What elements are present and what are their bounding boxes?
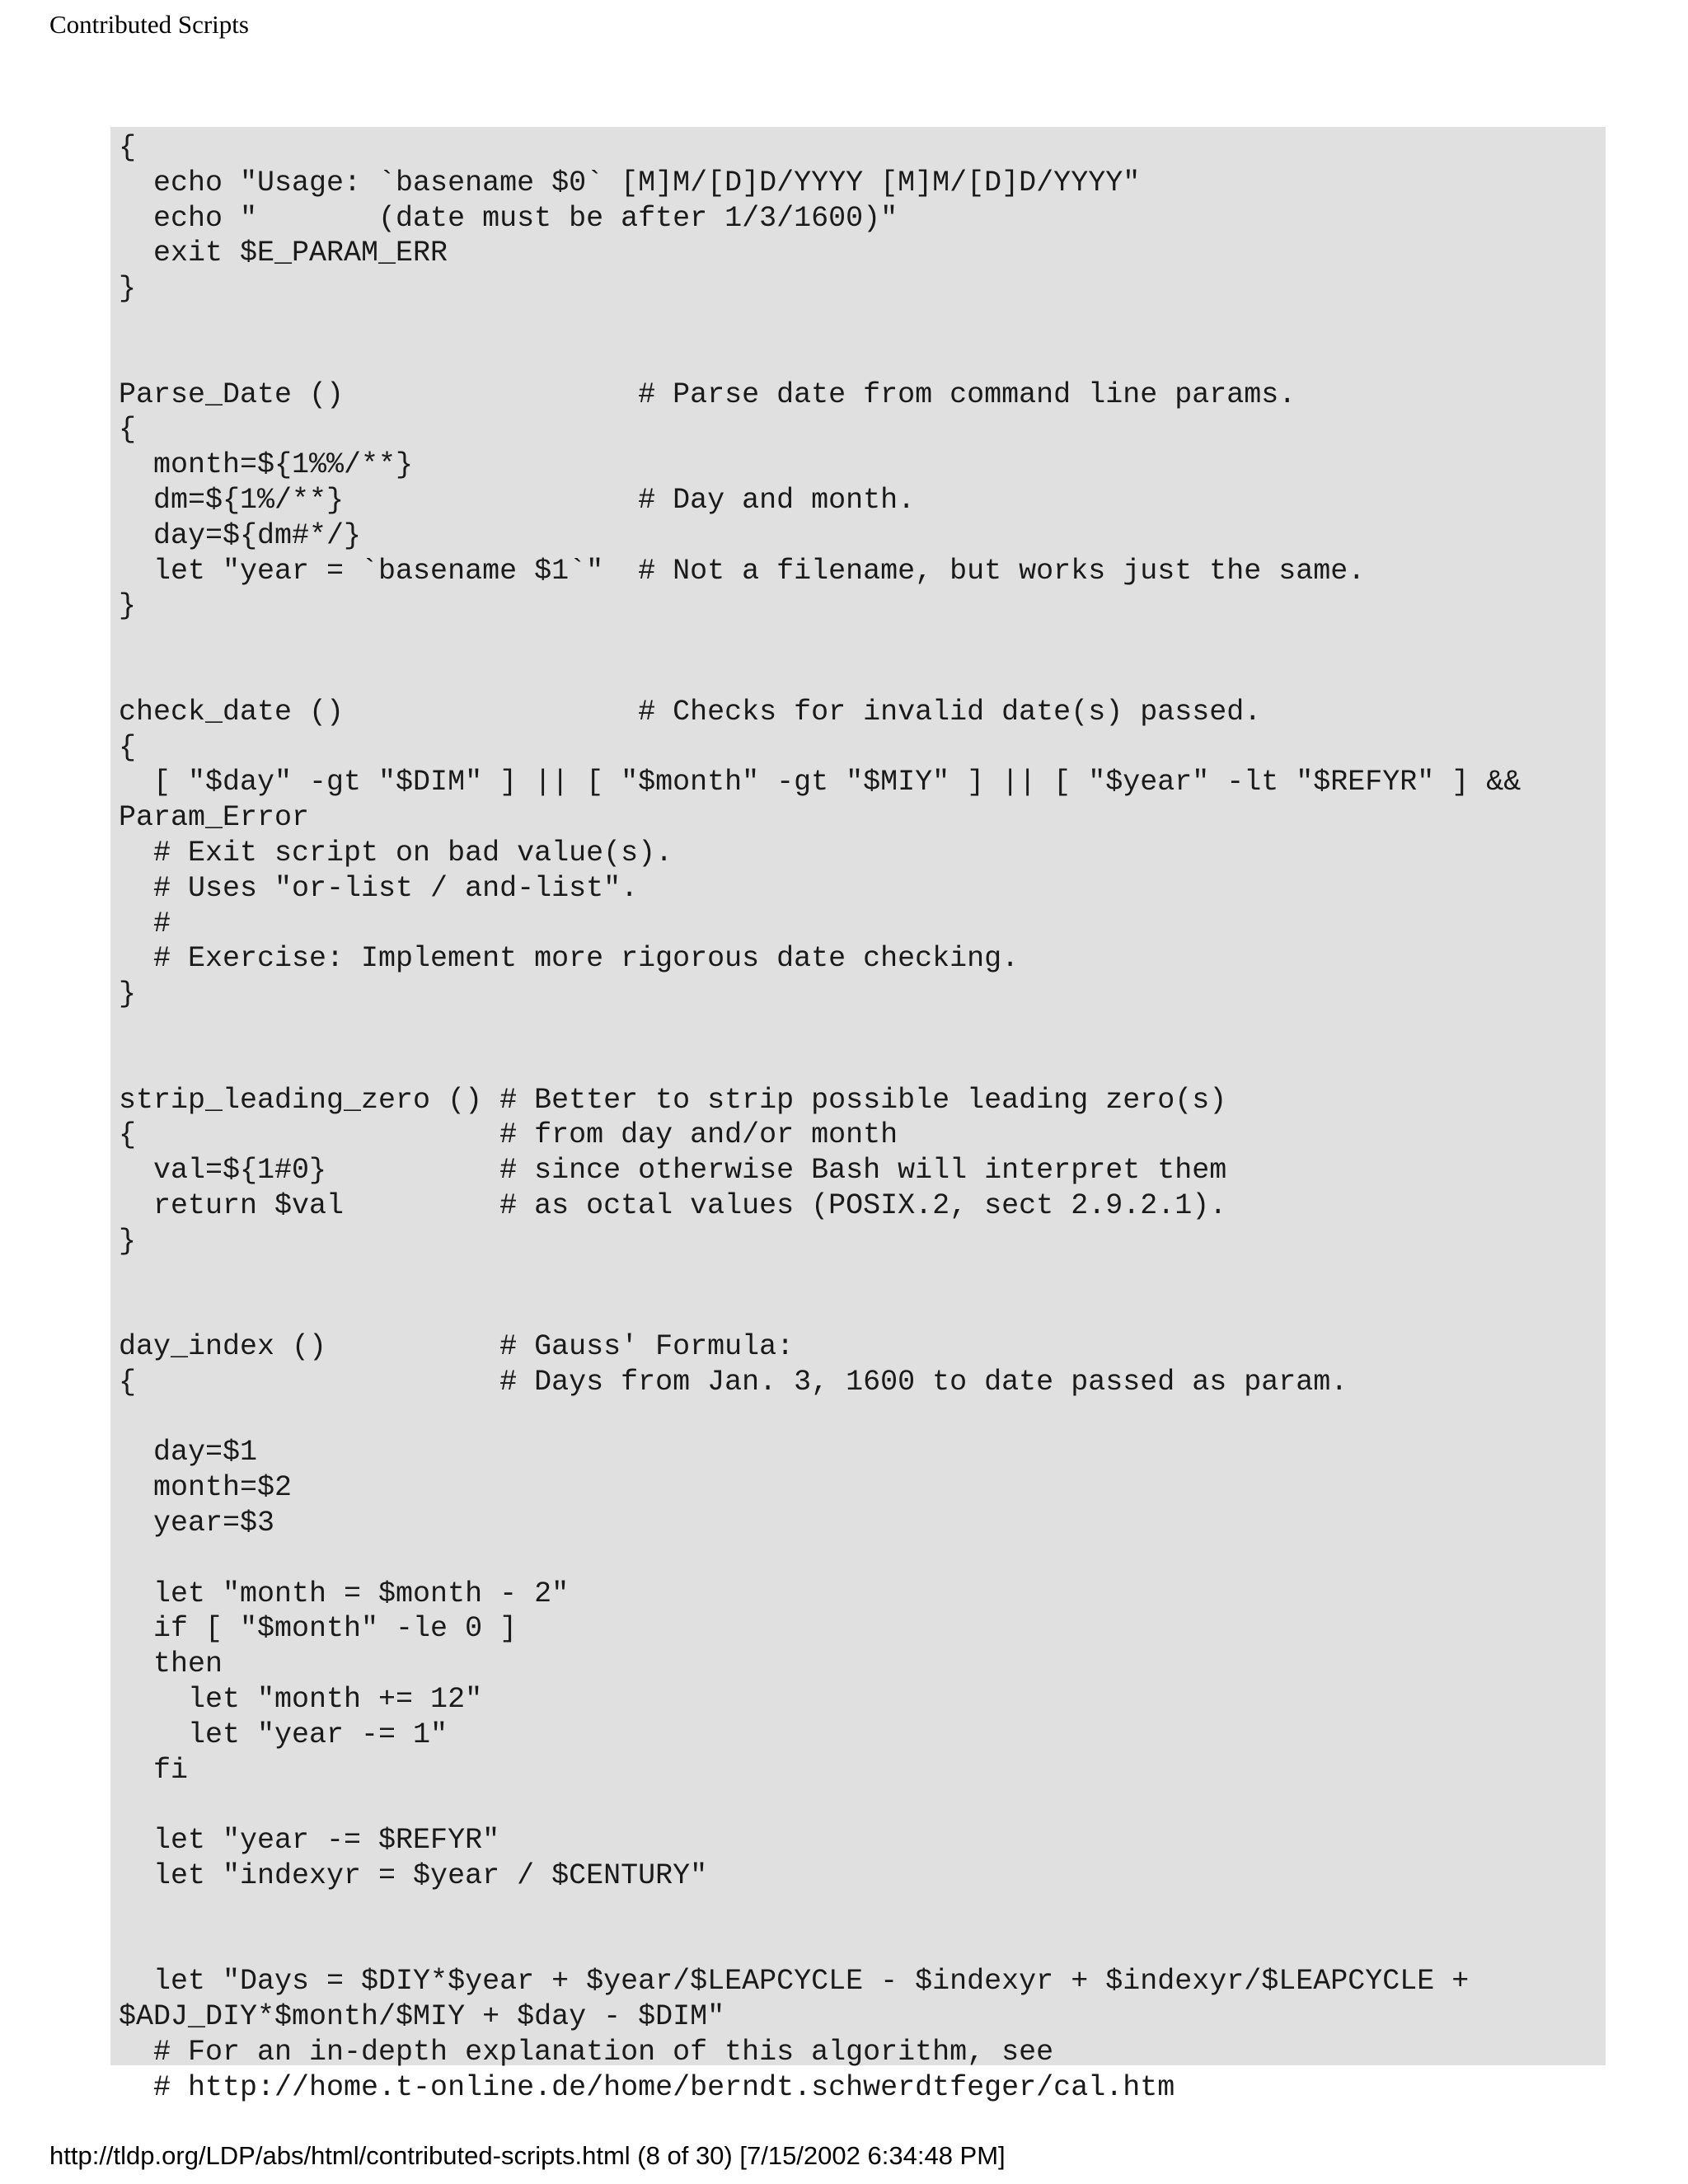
code-text: { echo "Usage: `basename $0` [M]M/[D]D/YYYY [M]M/[D]D/YYYY" echo " (date must be after 1/3/1600)" exit $E_PARAM_ERR } Parse_Date () # Parse date from command line params. { month=${1%%/**} dm=${1%/**} # Day and month. day=${dm#*/} let "year = `basename $1`" # Not a filename, but works just the same. } check_date () # Checks for invalid date(s) passed. { [ "$day" -gt "$DIM" ] || [ "$month" -gt "$MIY" ] || [ "$year" -lt "$REFYR" ] && Param_Error # Exit script on bad value(s). # Uses "or-list / and-list". # # Exercise: Implement more rigorous date checking. } strip_leading_zero () # Better to strip possible leading zero(s) { # from day and/or month val=${1#0} # since otherwise Bash will interpret them return $val # as octal values (POSIX.2, sect 2.9.2.1). } day_index () # Gauss' Formula: { # Days from Jan. 3, 1600 to date passed as param. day=$1 month=$2 year=$3 let "month = $month - 2" if [ "$month" -le 0 ] then let "month += 12" let "year -= 1" fi let "year -= $REFYR" let "indexyr = $year / $CENTURY" let "Days = $DIY*$year + $year/$LEAPCYCLE - $indexyr + $indexyr/$LEAPCYCLE + $ADJ_DIY*$month/$MIY + $day - $DIM" # For an in-depth explanation of this algorithm, see # http://home.t-online.de/home/berndt.schwerdtfeger/cal.htm: [119, 131, 1522, 2104]
page-header: Contributed Scripts: [49, 10, 249, 39]
code-listing: [110, 127, 1606, 2104]
page-footer-url: http://tldp.org/LDP/abs/html/contributed-scripts.html (8 of 30) [7/15/2002 6:34:48 PM]: [49, 2141, 1006, 2170]
